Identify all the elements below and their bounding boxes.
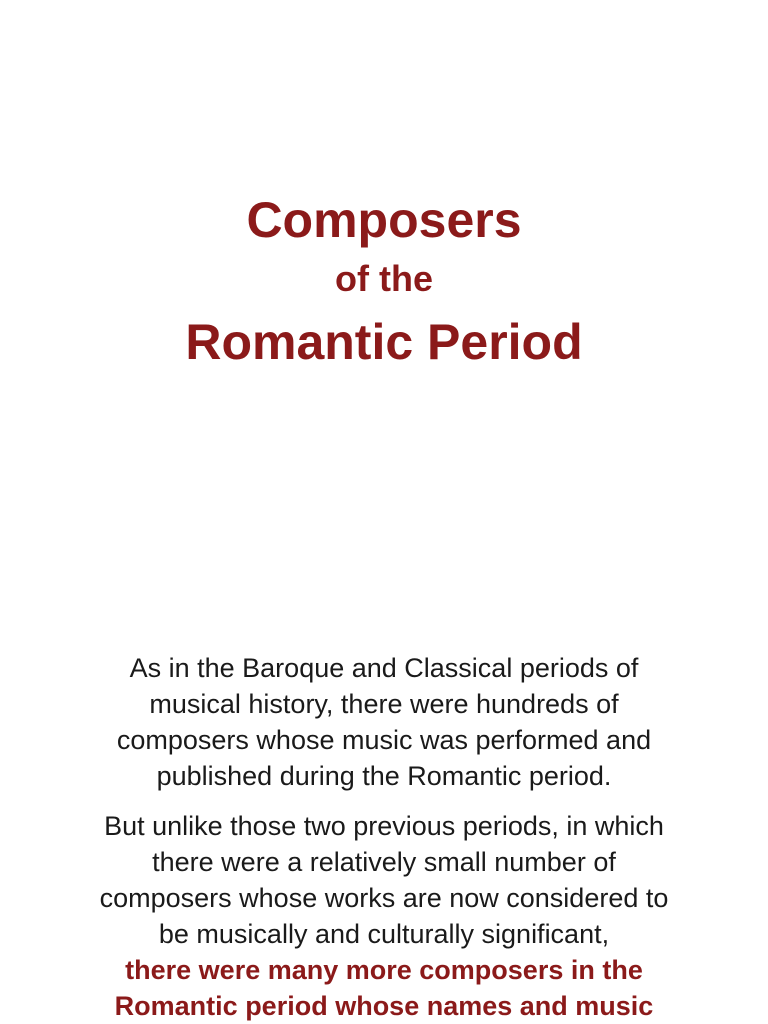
page-title: Composers <box>246 192 522 248</box>
paragraph-line: composers whose works are now considered to <box>99 883 669 913</box>
paragraph-intro <box>40 650 728 794</box>
paragraph-line: As in the Baroque and Classical periods of <box>129 653 639 683</box>
paragraph-line: musical history, there were hundreds of <box>149 689 619 719</box>
paragraph-line: published during the Romantic period. <box>156 761 612 791</box>
paragraph-line: Romantic period whose names and music <box>114 991 654 1021</box>
paragraph-contrast <box>40 808 728 952</box>
paragraph-line: there were many more composers in the <box>125 955 643 985</box>
paragraph-line: But unlike those two previous periods, in which <box>104 811 664 841</box>
paragraph-line: composers whose music was performed and <box>116 725 652 755</box>
paragraph-line: there were a relatively small number of <box>152 847 616 877</box>
paragraph-line: be musically and culturally significant, <box>158 919 610 949</box>
page-title-connector: of the <box>335 258 433 299</box>
page-title-subject: Romantic Period <box>185 314 583 370</box>
paragraph-emphasis <box>40 952 728 1024</box>
